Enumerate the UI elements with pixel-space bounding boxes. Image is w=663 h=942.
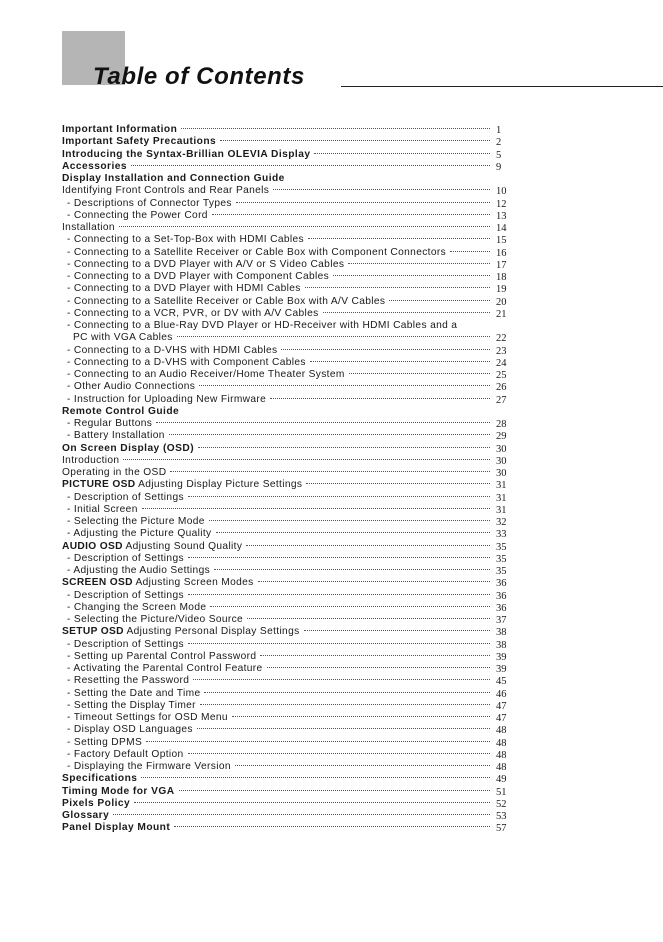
toc-entry [62, 320, 512, 332]
toc-entry-label: Introducing the Syntax-Brillian OLEVIA Display [62, 148, 311, 160]
toc-page-number: 35 [496, 541, 507, 553]
toc-entry-label: - Connecting to a Satellite Receiver or Cable Box with A/V Cables [67, 295, 386, 307]
toc-entry-label: Timing Mode for VGA [62, 785, 175, 797]
dot-leader [177, 336, 490, 337]
dot-leader [188, 753, 490, 754]
toc-entry-label: PC with VGA Cables [73, 332, 173, 344]
toc-entry [62, 369, 512, 381]
toc-entry [62, 541, 512, 553]
toc-section-description: Adjusting Display Picture Settings [135, 479, 303, 491]
toc-entry-label: - Connecting to a Set-Top-Box with HDMI Cables [67, 234, 304, 246]
toc-entry [62, 565, 512, 577]
dot-leader [146, 741, 490, 742]
dot-leader [212, 214, 490, 215]
toc-entry-label: - Connecting to an Audio Receiver/Home Theater System [67, 369, 345, 380]
toc-entry-label: - Connecting to a DVD Player with HDMI Cables [67, 283, 301, 295]
dot-leader [198, 447, 490, 448]
toc-page-number: 49 [496, 774, 507, 786]
toc-page-number: 24 [496, 357, 507, 369]
toc-entry-label: - Resetting the Password [67, 675, 190, 687]
toc-page-number: 20 [496, 296, 507, 308]
dot-leader [232, 716, 490, 717]
dot-leader [156, 422, 490, 423]
dot-leader [216, 532, 491, 533]
toc-entry [62, 479, 512, 491]
toc-entry [62, 590, 512, 602]
toc-entry-label: - Displaying the Firmware Version [67, 761, 231, 772]
toc-section-description: Adjusting Sound Quality [122, 540, 243, 552]
toc-page-number: 26 [496, 382, 507, 394]
toc-entry-label: - Connecting to a D-VHS with HDMI Cables [67, 344, 278, 356]
dot-leader [258, 581, 490, 582]
toc-entry [62, 173, 512, 185]
toc-entry-label: Accessories [62, 160, 127, 172]
toc-entry-label: - Setting the Display Timer [67, 699, 196, 711]
dot-leader [314, 153, 490, 154]
toc-entry-label: - Adjusting the Picture Quality [67, 528, 212, 540]
toc-entry [62, 553, 512, 565]
toc-entry-label: - Other Audio Connections [67, 381, 196, 393]
dot-leader [270, 398, 490, 399]
dot-leader [333, 275, 490, 276]
dot-leader [260, 655, 490, 656]
dot-leader [210, 606, 490, 607]
toc-entry [62, 626, 512, 638]
toc-entry [62, 467, 512, 479]
dot-leader [236, 202, 490, 203]
toc-page-number: 38 [496, 627, 507, 639]
toc-entry-label: - Activating the Parental Control Feature [67, 663, 263, 674]
dot-leader [197, 728, 490, 729]
toc-entry-label: Pixels Policy [62, 797, 131, 809]
dot-leader [349, 373, 490, 374]
toc-entry [62, 443, 512, 455]
toc-entry [62, 663, 512, 675]
toc-entry [62, 786, 512, 798]
toc-entry [62, 357, 512, 369]
toc-page-number: 31 [496, 504, 507, 516]
toc-entry [62, 418, 512, 430]
dot-leader [247, 618, 490, 619]
toc-entry [62, 259, 512, 271]
toc-entry [62, 271, 512, 283]
toc-entry-label: - Selecting the Picture/Video Source [67, 614, 244, 625]
toc-entry [62, 406, 512, 418]
toc-entry-label: On Screen Display (OSD) [62, 442, 195, 454]
toc-section-name: SCREEN OSD [62, 577, 133, 589]
toc-page-number: 45 [496, 676, 507, 688]
toc-entry [62, 283, 512, 295]
dot-leader [188, 594, 490, 595]
toc-entry-label: - Description of Settings [67, 589, 184, 601]
dot-leader [235, 765, 490, 766]
toc-entry [62, 528, 512, 540]
toc-entry-label [62, 479, 302, 491]
toc-page-number: 47 [496, 700, 507, 712]
toc-entry-label: Glossary [62, 810, 110, 821]
dot-leader [209, 520, 490, 521]
toc-entry-label: - Connecting to a D-VHS with Component Cables [67, 356, 306, 368]
toc-page-number: 48 [496, 737, 507, 749]
toc-page-number: 48 [496, 749, 507, 761]
toc-page-number: 39 [496, 664, 507, 675]
dot-leader [113, 814, 490, 815]
toc-entry [62, 332, 512, 344]
dot-leader [199, 385, 490, 386]
toc-entry [62, 296, 512, 308]
toc-entry-label: Panel Display Mount [62, 822, 171, 834]
dot-leader [169, 434, 490, 435]
toc-page-number: 17 [496, 259, 507, 271]
dot-leader [389, 300, 490, 301]
dot-leader [273, 189, 490, 190]
dot-leader [305, 287, 490, 288]
toc-entry-label: - Setting DPMS [67, 736, 143, 748]
toc-entry-label: - Connecting to a DVD Player with A/V or S Video Cables [67, 258, 345, 270]
toc-entry [62, 308, 512, 320]
dot-leader [123, 459, 490, 460]
toc-entry [62, 712, 512, 724]
toc-page-number: 18 [496, 272, 507, 283]
dot-leader [141, 777, 490, 778]
toc-entry [62, 724, 512, 736]
toc-page-number: 53 [496, 811, 507, 822]
toc-page-number: 10 [496, 186, 507, 198]
dot-leader [200, 704, 490, 705]
toc-page-number: 30 [496, 443, 507, 455]
toc-entry-label: - Setting up Parental Control Password [67, 650, 257, 662]
title-underline-rule [341, 86, 663, 87]
toc-page-number: 51 [496, 786, 507, 798]
toc-entry-label: - Setting the Date and Time [67, 687, 201, 699]
toc-entry [62, 810, 512, 822]
toc-entry [62, 577, 512, 589]
toc-page-number: 52 [496, 798, 507, 810]
toc-entry [62, 247, 512, 259]
toc-entry [62, 136, 512, 148]
toc-entry-label: - Instruction for Uploading New Firmware [67, 393, 267, 405]
toc-section-name: AUDIO OSD [62, 540, 123, 552]
toc-entry-label: - Adjusting the Audio Settings [67, 565, 211, 576]
toc-entry-label: Introduction [62, 454, 120, 466]
toc-page-number: 47 [496, 713, 507, 724]
toc-page-number: 1 [496, 125, 502, 136]
dot-leader [134, 802, 490, 803]
toc-entry [62, 124, 512, 136]
toc-entry [62, 749, 512, 761]
dot-leader [304, 630, 490, 631]
toc-page-number: 36 [496, 590, 507, 602]
dot-leader [267, 667, 490, 668]
toc-page-number: 39 [496, 651, 507, 663]
dot-leader [119, 226, 490, 227]
dot-leader [323, 312, 490, 313]
dot-leader [142, 508, 490, 509]
toc-page-number: 48 [496, 762, 507, 773]
toc-entry [62, 381, 512, 393]
toc-page-number: 12 [496, 198, 507, 210]
toc-entry-label [62, 626, 300, 638]
toc-page-number: 5 [496, 149, 502, 161]
dot-leader [174, 826, 490, 827]
dot-leader [220, 140, 490, 141]
toc-entry [62, 688, 512, 700]
toc-entry [62, 798, 512, 810]
toc-entry-label: Important Information [62, 124, 178, 135]
toc-page-number: 48 [496, 725, 507, 737]
dot-leader [188, 643, 490, 644]
dot-leader [306, 483, 490, 484]
toc-entry [62, 492, 512, 504]
toc-entry-label: - Connecting to a DVD Player with Component Cables [67, 271, 330, 282]
toc-page-number: 33 [496, 529, 507, 541]
toc-entry [62, 185, 512, 197]
toc-section-name: PICTURE OSD [62, 479, 136, 491]
toc-entry [62, 761, 512, 773]
toc-entry [62, 822, 512, 834]
dot-leader [193, 679, 490, 680]
toc-entry-label: Display Installation and Connection Guide [62, 173, 285, 184]
dot-leader [204, 692, 490, 693]
toc-page-number: 27 [496, 394, 507, 406]
toc-page-number: 2 [496, 137, 502, 149]
toc-entry-label [62, 541, 242, 553]
toc-entry [62, 161, 512, 173]
toc-page-number: 21 [496, 308, 507, 320]
toc-entry [62, 602, 512, 614]
toc-entry [62, 430, 512, 442]
toc-entry [62, 773, 512, 785]
toc-page-number: 30 [496, 455, 507, 467]
dot-leader [450, 251, 490, 252]
toc-entry-label: Operating in the OSD [62, 467, 167, 478]
toc-entry-label: Important Safety Precautions [62, 136, 217, 148]
toc-page-number: 36 [496, 578, 507, 590]
toc-entry-label: - Changing the Screen Mode [67, 601, 207, 613]
toc-page-number: 29 [496, 431, 507, 443]
toc-entry [62, 700, 512, 712]
toc-entry-label: - Display OSD Languages [67, 724, 193, 736]
toc-entry-label: - Battery Installation [67, 430, 165, 442]
toc-entry-label: - Selecting the Picture Mode [67, 516, 205, 527]
toc-page-number: 38 [496, 639, 507, 651]
toc-page-number: 30 [496, 468, 507, 479]
toc-page-number: 13 [496, 210, 507, 222]
toc-entry [62, 504, 512, 516]
toc-entry-label: - Timeout Settings for OSD Menu [67, 712, 228, 723]
toc-entry [62, 210, 512, 222]
toc-entry [62, 234, 512, 246]
toc-section-name: SETUP OSD [62, 626, 124, 638]
toc-page-number: 37 [496, 615, 507, 626]
toc-entry-label: - Description of Settings [67, 552, 184, 564]
toc-entry [62, 737, 512, 749]
toc-entry [62, 651, 512, 663]
dot-leader [310, 361, 490, 362]
toc-page-number: 22 [496, 333, 507, 345]
dot-leader [181, 128, 490, 129]
toc-entry-label: - Connecting to a Satellite Receiver or Cable Box with Component Connectors [67, 246, 447, 258]
dot-leader [214, 569, 490, 570]
page-title: Table of Contents [93, 63, 305, 90]
toc-entry-label: - Description of Settings [67, 491, 184, 503]
toc-page-number: 31 [496, 480, 507, 492]
toc-page-number: 46 [496, 688, 507, 700]
toc-entry-label: - Factory Default Option [67, 748, 184, 760]
dot-leader [179, 790, 491, 791]
dot-leader [281, 349, 490, 350]
toc-entry-label: Installation [62, 222, 115, 233]
toc-section-description: Adjusting Personal Display Settings [123, 626, 300, 638]
dot-leader [308, 238, 490, 239]
toc-entry [62, 516, 512, 528]
toc-entry [62, 675, 512, 687]
toc-page-number: 32 [496, 517, 507, 528]
toc-page-number: 23 [496, 345, 507, 357]
toc-entry [62, 455, 512, 467]
dot-leader [188, 496, 490, 497]
toc-section-description: Adjusting Screen Modes [132, 577, 254, 589]
toc-entry [62, 614, 512, 626]
toc-entry-label: - Description of Settings [67, 638, 184, 650]
toc-entry [62, 345, 512, 357]
toc-entry [62, 639, 512, 651]
dot-leader [246, 545, 490, 546]
toc-entry-label: Identifying Front Controls and Rear Panels [62, 185, 270, 197]
toc-page-number: 31 [496, 492, 507, 504]
toc-entry-label: - Connecting to a VCR, PVR, or DV with A/V Cables [67, 307, 319, 319]
toc-page-number: 28 [496, 419, 507, 430]
toc-page-number: 57 [496, 823, 507, 835]
toc-page-number: 35 [496, 553, 507, 565]
toc-page-number: 35 [496, 566, 507, 577]
toc-entry-label: Remote Control Guide [62, 405, 180, 417]
toc-entry-label [62, 577, 254, 589]
toc-entry [62, 198, 512, 210]
toc-page-number: 19 [496, 284, 507, 296]
toc-page-number: 9 [496, 161, 502, 173]
dot-leader [170, 471, 490, 472]
toc-entry-label: - Connecting the Power Cord [67, 209, 208, 221]
toc-entry-label: Specifications [62, 773, 138, 785]
toc-page-number: 15 [496, 235, 507, 247]
table-of-contents-list [62, 124, 512, 835]
dot-leader [131, 165, 490, 166]
toc-entry-label: - Connecting to a Blue-Ray DVD Player or HD-Receiver with HDMI Cables and a [67, 320, 458, 331]
toc-entry-label: - Regular Buttons [67, 418, 153, 429]
toc-page-number: 36 [496, 602, 507, 614]
toc-entry [62, 222, 512, 234]
dot-leader [348, 263, 490, 264]
toc-page-number: 25 [496, 370, 507, 381]
dot-leader [188, 557, 490, 558]
toc-page-number: 16 [496, 247, 507, 259]
toc-entry [62, 149, 512, 161]
toc-page-number: 14 [496, 223, 507, 234]
toc-entry-label: - Initial Screen [67, 503, 138, 515]
toc-entry [62, 394, 512, 406]
toc-entry-label: - Descriptions of Connector Types [67, 197, 232, 209]
